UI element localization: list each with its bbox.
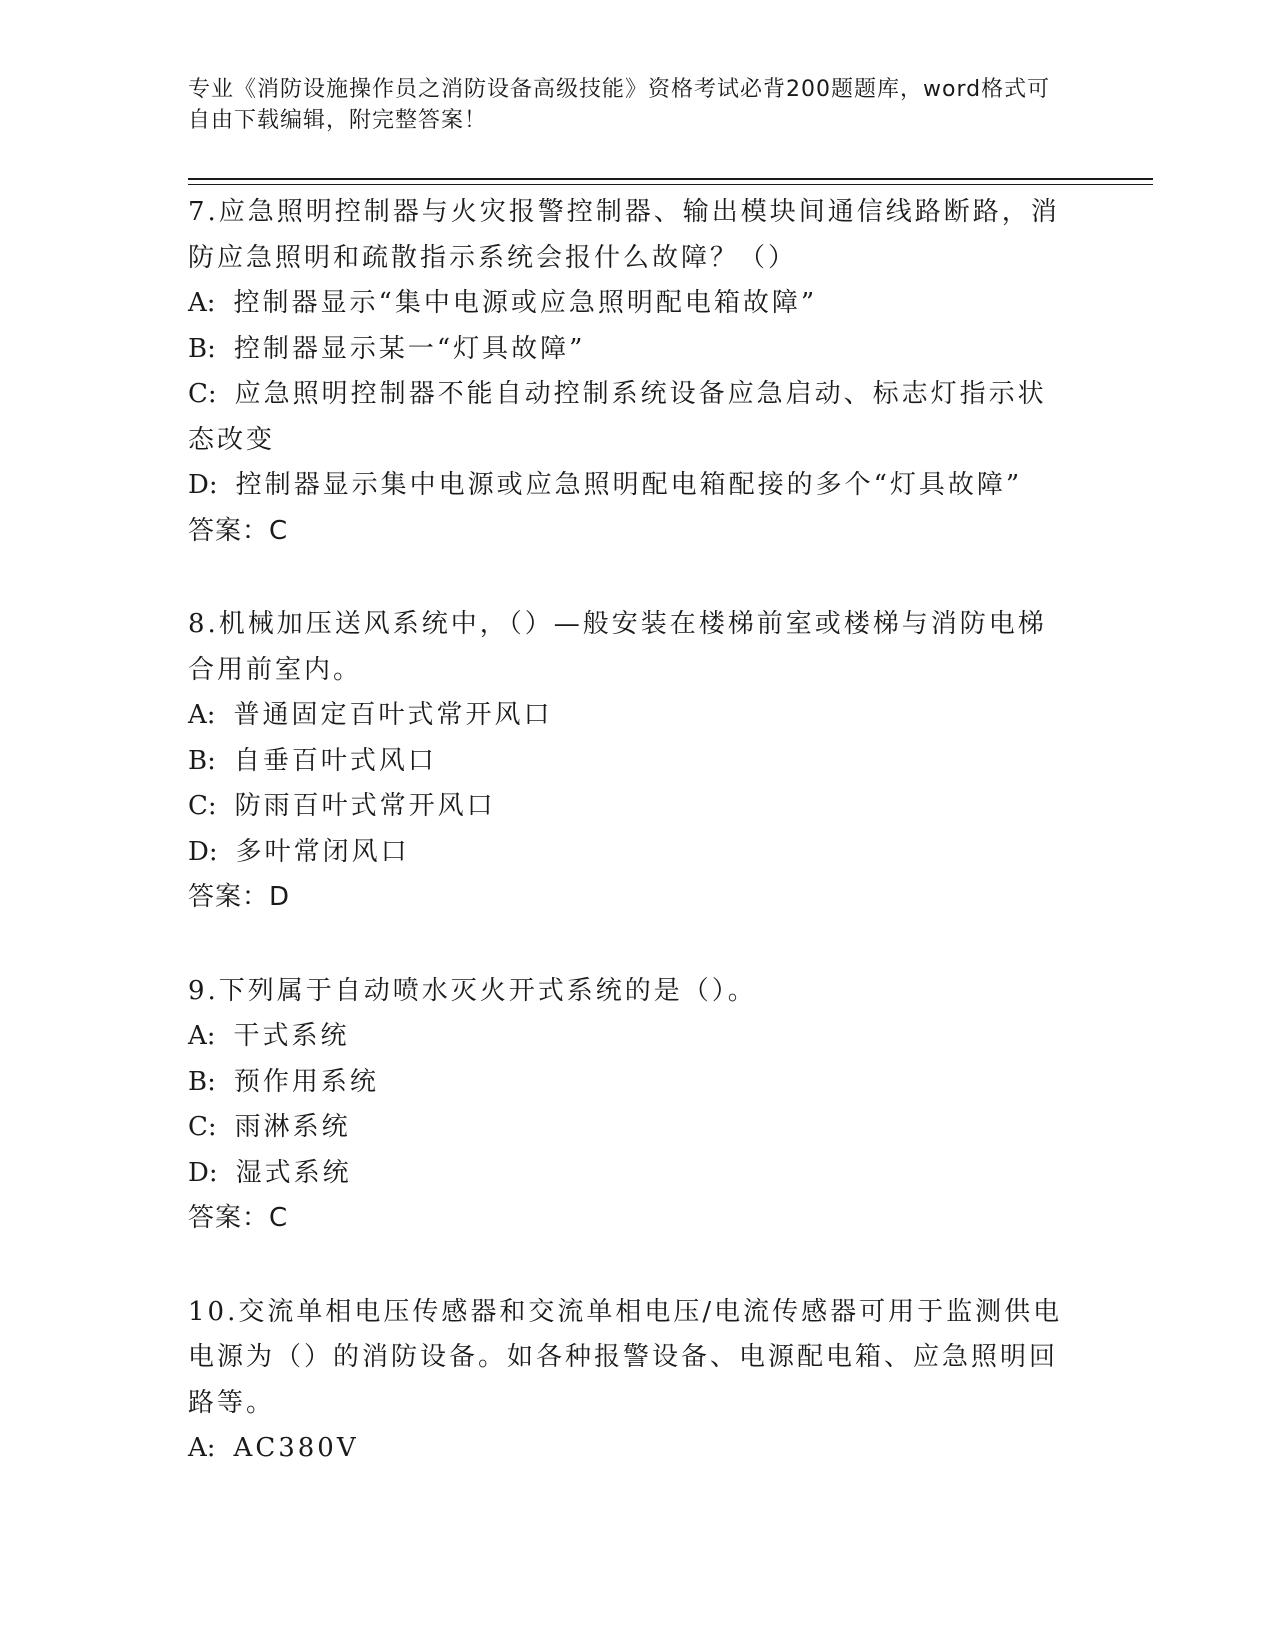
answer-line: 答案：C [188, 515, 289, 546]
question-stem: 10.交流单相电压传感器和交流单相电压/电流传感器可用于监测供电电源为（）的消防设备。如各种报警设备、电源配电箱、应急照明回路等。 [188, 1296, 1063, 1418]
question-7 [188, 190, 1068, 554]
option-a [188, 281, 1068, 327]
option-text: 控制器显示集中电源或应急照明配电箱配接的多个“灯具故障” [235, 470, 1023, 500]
option-c [188, 784, 1068, 830]
option-text: 湿式系统 [235, 1157, 352, 1188]
option-text: 控制器显示“集中电源或应急照明配电箱故障” [233, 288, 818, 318]
option-d [188, 830, 1068, 876]
option-a [188, 1014, 1068, 1060]
option-text: 雨淋系统 [234, 1112, 351, 1142]
option-letter: A: [188, 1433, 216, 1463]
option-text: 自垂百叶式风口 [233, 745, 437, 776]
option-letter: C: [188, 379, 217, 409]
option-letter: A: [188, 288, 216, 318]
question-stem: 8.机械加压送风系统中，（）—般安装在楼梯前室或楼梯与消防电梯合用前室内。 [188, 609, 1047, 685]
option-text: 应急照明控制器不能自动控制系统设备应急启动、标志灯指示状态改变 [188, 379, 1047, 455]
option-text: 预作用系统 [233, 1066, 379, 1097]
option-letter: D: [188, 1157, 218, 1188]
option-letter: D: [188, 470, 218, 500]
question-8 [188, 602, 1068, 921]
option-text: 普通固定百叶式常开风口 [233, 700, 553, 730]
option-a [188, 1426, 1068, 1472]
option-b [188, 327, 1068, 373]
option-letter: B: [188, 333, 216, 364]
question-stem: 9.下列属于自动喷水灭火开式系统的是（）。 [188, 975, 757, 1006]
option-letter: A: [188, 1021, 216, 1051]
option-text: AC380V [233, 1433, 359, 1463]
option-letter: B: [188, 1066, 216, 1097]
option-letter: D: [188, 836, 218, 867]
option-b [188, 1060, 1068, 1106]
option-c [188, 1105, 1068, 1151]
option-letter: B: [188, 745, 216, 776]
header-divider-thick [188, 178, 1153, 180]
option-letter: C: [188, 791, 217, 821]
option-letter: C: [188, 1112, 217, 1142]
option-c [188, 372, 1068, 463]
option-a [188, 693, 1068, 739]
question-10 [188, 1290, 1068, 1472]
question-stem: 7.应急照明控制器与火灾报警控制器、输出模块间通信线路断路，消防应急照明和疏散指示系统会报什么故障？（） [188, 197, 1060, 273]
option-text: 控制器显示某一“灯具故障” [233, 333, 586, 364]
answer-line: 答案：C [188, 1203, 289, 1233]
question-list [188, 190, 1068, 1520]
document-header: 专业《消防设施操作员之消防设备高级技能》资格考试必背200题题库，word格式可自由下载编辑，附完整答案！ [188, 77, 1051, 133]
answer-line: 答案：D [188, 882, 291, 912]
question-9 [188, 969, 1068, 1242]
option-b [188, 739, 1068, 785]
option-text: 干式系统 [233, 1021, 350, 1051]
option-d [188, 463, 1068, 509]
option-d [188, 1151, 1068, 1197]
header-divider-thin [188, 184, 1153, 185]
option-text: 防雨百叶式常开风口 [234, 791, 496, 821]
option-text: 多叶常闭风口 [235, 836, 410, 867]
option-letter: A: [188, 700, 216, 730]
